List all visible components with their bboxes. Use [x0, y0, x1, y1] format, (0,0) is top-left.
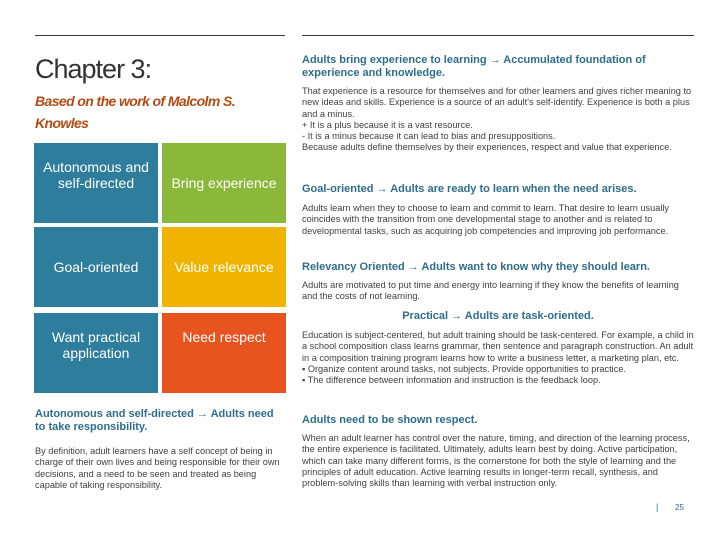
- tile-need-respect-label: Need respect: [182, 329, 266, 345]
- practical-heading: Practical → Adults are task-oriented.: [402, 310, 594, 322]
- tile-goal-oriented: [34, 227, 158, 307]
- tile-goal-oriented-label: Goal-oriented: [53, 259, 139, 275]
- tile-need-respect: [162, 313, 286, 393]
- tile-practical-application: [34, 313, 158, 393]
- experience-line: Because adults define themselves by their experiences, respect and value that experience.: [302, 142, 672, 153]
- experience-minus: - It is a minus because it can lead to bias and presuppositions.: [302, 131, 556, 142]
- practical-bullet-text: Organize content around tasks, not subjects. Provide opportunities to practice.: [307, 363, 626, 374]
- top-rule-left: [35, 35, 285, 36]
- chapter-subtitle: Based on the work of Malcolm S. Knowles: [35, 93, 235, 131]
- autonomous-heading: Autonomous and self-directed → Adults need to take responsibility.: [35, 408, 274, 433]
- goal-heading: Goal-oriented → Adults are ready to learn when the need arises.: [302, 183, 637, 195]
- experience-line: That experience is a resource for themselves and for other learners and gives richer meaning to new ideas and skills. Experience is a source of an adult's self-identify. Experience is both a plus and a minus.: [302, 86, 692, 119]
- experience-plus: + It is a plus because it is a vast resource.: [302, 119, 473, 130]
- tile-autonomous: [34, 143, 158, 223]
- tile-value-relevance: [162, 227, 286, 307]
- tile-bring-experience-label: Bring experience: [171, 175, 277, 191]
- practical-bullet: ▪ Organize content around tasks, not subjects. Provide opportunities to practice.: [302, 363, 626, 374]
- tile-practical-application-label: Want practical application: [51, 329, 141, 361]
- experience-body: [302, 86, 694, 154]
- page-number: 25: [675, 503, 684, 512]
- footer-separator: |: [656, 502, 659, 512]
- respect-heading: Adults need to be shown respect.: [302, 414, 478, 426]
- practical-bullet: ▪ The difference between information and instruction is the feedback loop.: [302, 375, 601, 386]
- chapter-title: Chapter 3:: [35, 54, 152, 84]
- tile-value-relevance-label: Value relevance: [174, 259, 274, 275]
- respect-body: When an adult learner has control over the nature, timing, and direction of the learning process, the entire experience is facilitated. Ultimately, adults learn best by doing. Active participation, which can take many different forms, is the cornerstone for both the style of learning and the principles of adult education. Active learning results in longer-term recall, synthesis, and problem-solving skills than learning with verbal instruction only.: [302, 433, 690, 489]
- relevancy-body: Adults are motivated to put time and energy into learning if they know the benefits of learning and the costs of not learning.: [302, 280, 679, 302]
- goal-body: Adults learn when they to choose to learn and commit to learn. That desire to learn usually coincides with the transition from one developmental stage to another and is related to developmental tasks, such as acquiring job competencies and improving job performance.: [302, 203, 670, 236]
- practical-paragraph: Education is subject-centered, but adult training should be task-centered. For example, a child in a school composition class learns grammar, then sentence and paragraph construction. An adult in a composition training program learns how to write a business letter, a marketing plan, etc.: [302, 330, 694, 363]
- top-rule-right: [302, 35, 694, 36]
- experience-heading: Adults bring experience to learning → Accumulated foundation of experience and knowledge.: [302, 54, 646, 79]
- tile-autonomous-label: Autonomous and self-directed: [43, 159, 149, 191]
- tile-bring-experience: [162, 143, 286, 223]
- relevancy-heading: Relevancy Oriented → Adults want to know why they should learn.: [302, 261, 650, 273]
- practical-body: [302, 330, 694, 386]
- autonomous-body: By definition, adult learners have a self concept of being in charge of their own lives and being responsible for their own decisions, and a need to be seen and treated as being capable of taking responsibility.: [35, 446, 280, 490]
- practical-bullet-text: The difference between information and instruction is the feedback loop.: [307, 375, 601, 386]
